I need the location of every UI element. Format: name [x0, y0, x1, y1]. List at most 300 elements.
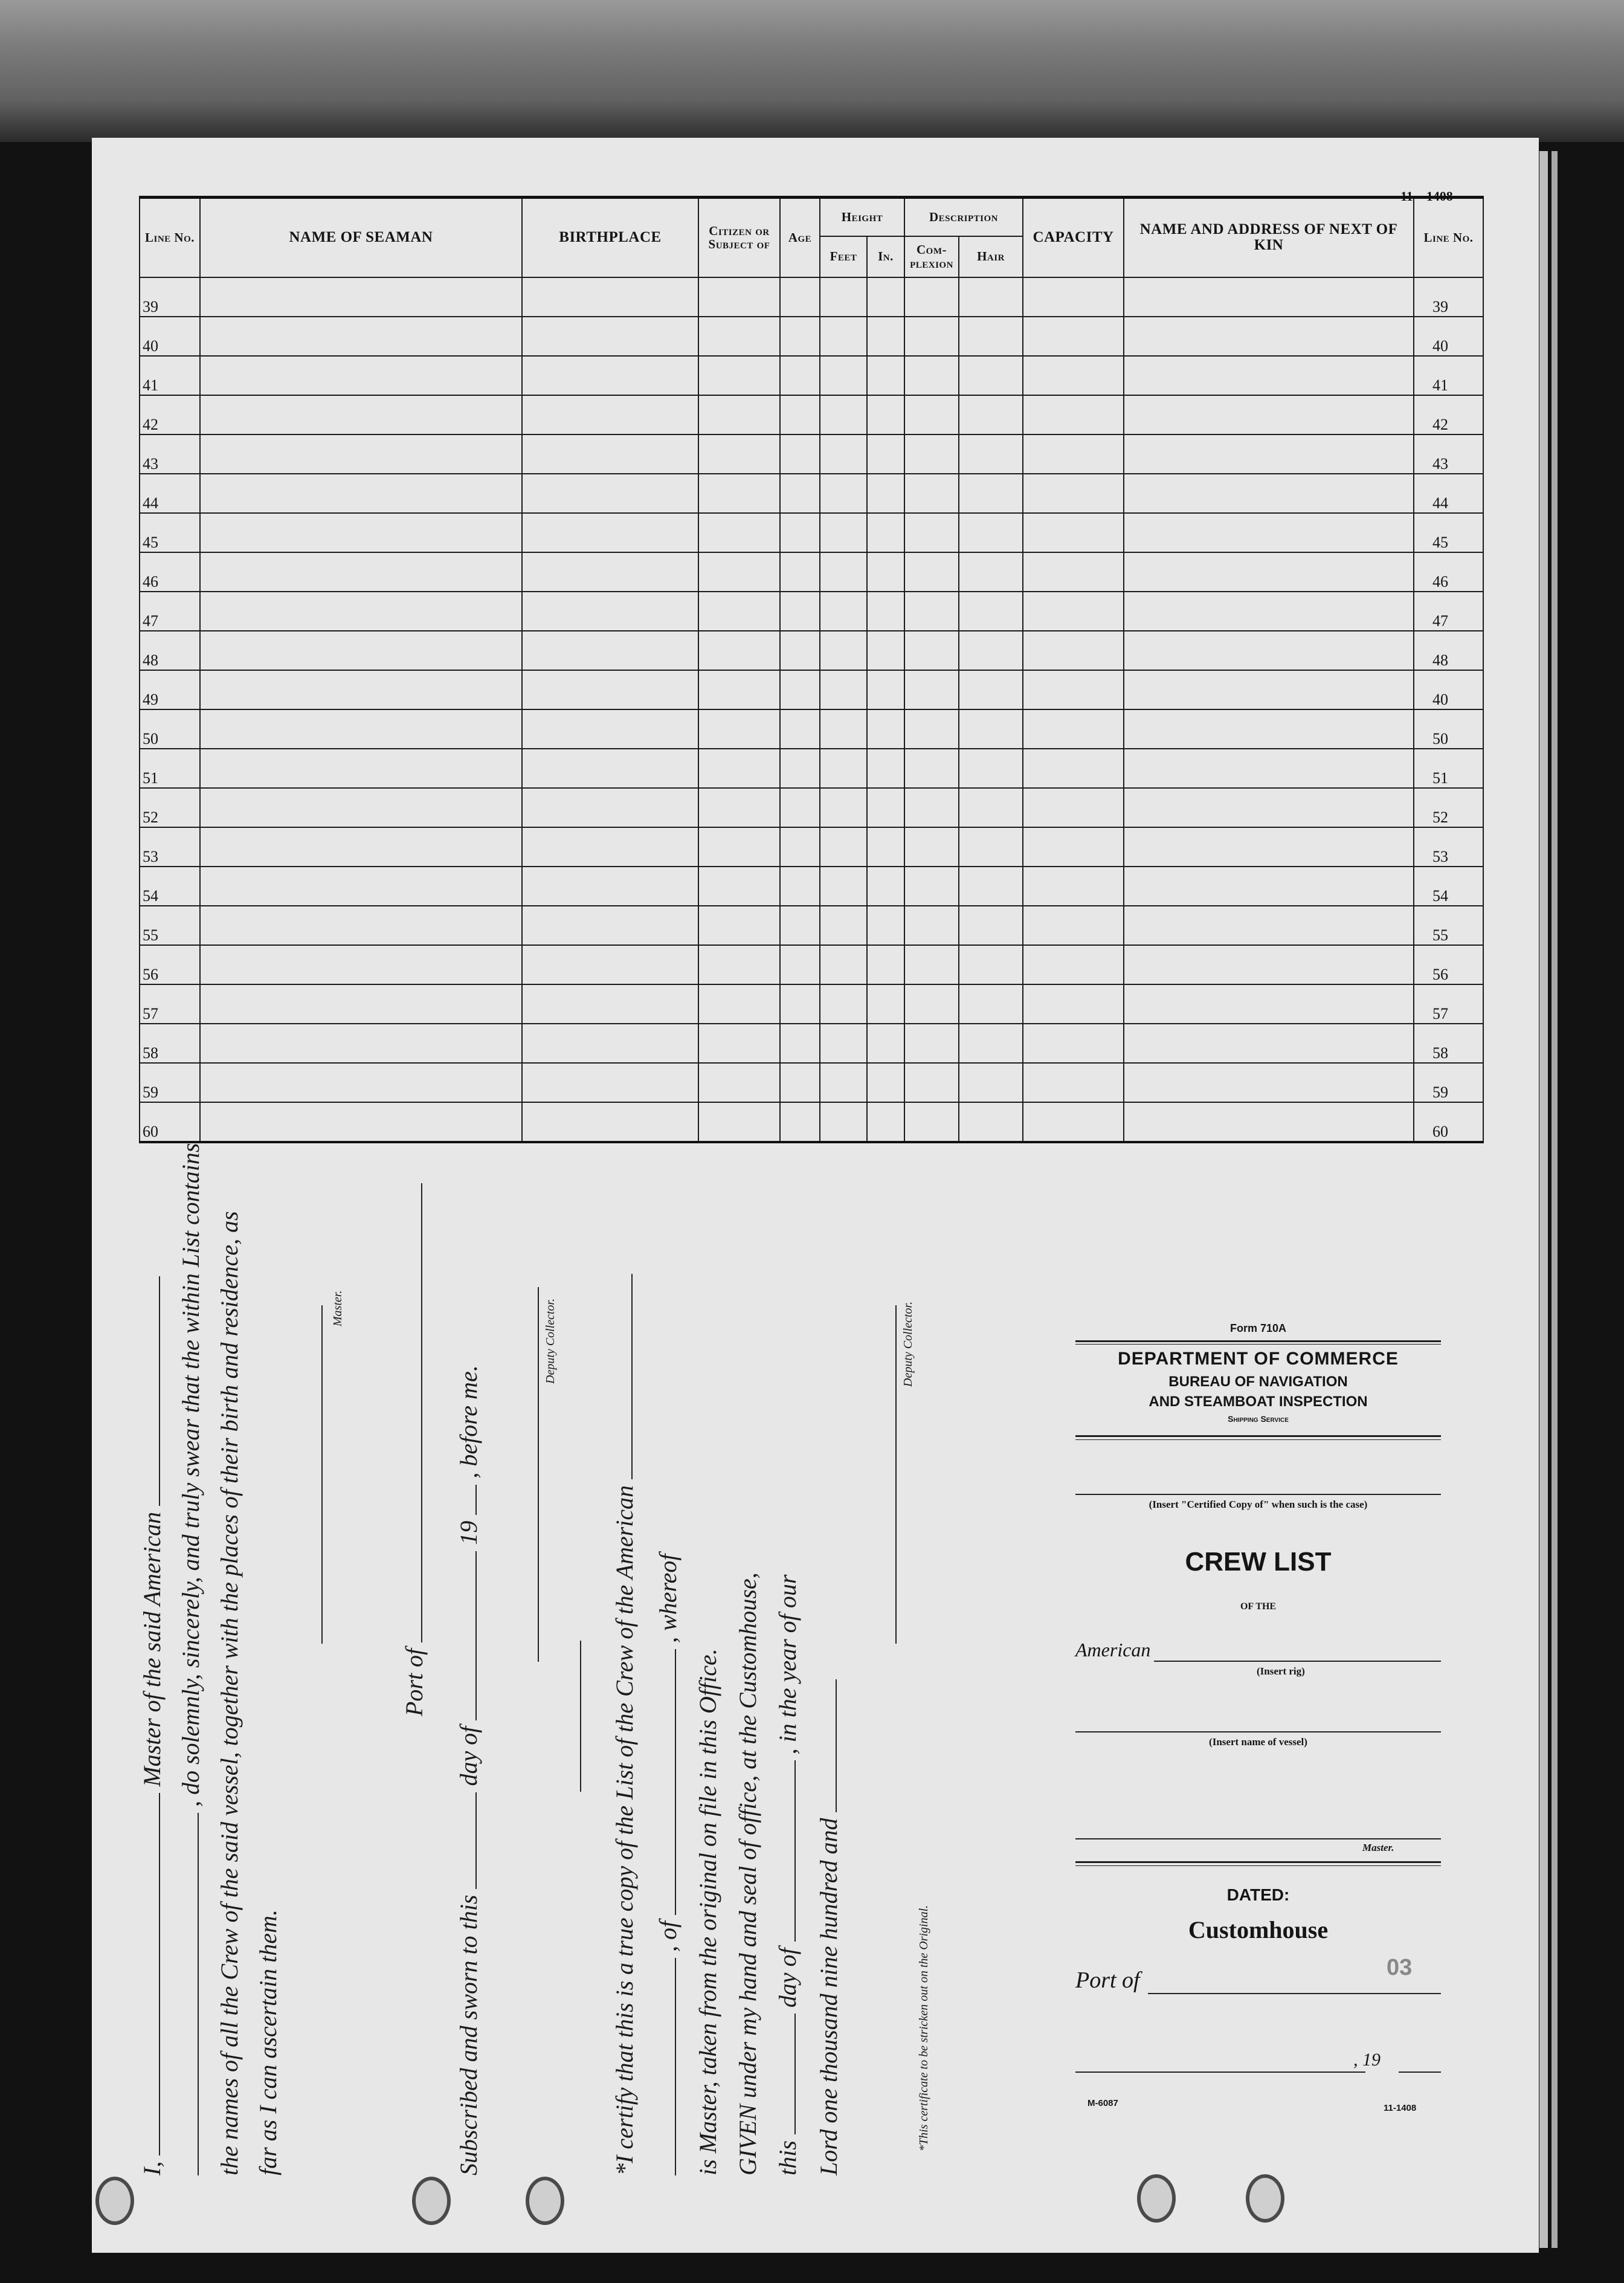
table-cell[interactable] — [867, 788, 904, 827]
table-cell[interactable] — [698, 749, 780, 788]
cover-code-left: M-6087 — [1088, 2098, 1118, 2108]
table-cell[interactable] — [1023, 592, 1124, 631]
table-cell[interactable] — [522, 709, 698, 749]
table-cell[interactable] — [1023, 709, 1124, 749]
table-cell[interactable] — [904, 395, 959, 434]
vessel-name-cover-field[interactable] — [1075, 1731, 1441, 1732]
table-cell[interactable] — [820, 434, 867, 474]
table-cell[interactable] — [200, 513, 522, 552]
table-cell[interactable] — [522, 1063, 698, 1102]
table-cell[interactable] — [820, 395, 867, 434]
vessel-name-field-2[interactable] — [198, 1813, 199, 2175]
table-cell[interactable] — [522, 827, 698, 867]
table-cell[interactable] — [1023, 434, 1124, 474]
table-cell[interactable] — [867, 945, 904, 984]
line-number-right: 44 — [1414, 474, 1483, 513]
table-cell[interactable] — [820, 552, 867, 592]
table-cell[interactable] — [1023, 827, 1124, 867]
line-number-left: 41 — [140, 356, 200, 395]
table-cell[interactable] — [959, 867, 1023, 906]
table-cell[interactable] — [522, 513, 698, 552]
table-cell[interactable] — [698, 277, 780, 317]
line-number-left: 44 — [140, 474, 200, 513]
table-cell[interactable] — [1124, 984, 1414, 1024]
table-cell[interactable] — [820, 749, 867, 788]
table-cell[interactable] — [780, 867, 820, 906]
table-cell[interactable] — [1124, 749, 1414, 788]
table-cell[interactable] — [867, 434, 904, 474]
month-field[interactable] — [475, 1551, 477, 1720]
table-cell[interactable] — [200, 1024, 522, 1063]
crew-table — [139, 196, 1484, 1143]
table-cell[interactable] — [780, 592, 820, 631]
table-cell[interactable] — [904, 474, 959, 513]
table-cell[interactable] — [698, 395, 780, 434]
table-cell[interactable] — [522, 631, 698, 670]
table-cell[interactable] — [200, 1063, 522, 1102]
table-cell[interactable] — [904, 827, 959, 867]
line-number-right: 48 — [1414, 631, 1483, 670]
table-cell[interactable] — [867, 474, 904, 513]
table-cell[interactable] — [904, 1063, 959, 1102]
oath-line-4: far as I can ascertain them. — [254, 1910, 282, 2175]
table-cell[interactable] — [904, 867, 959, 906]
table-cell[interactable] — [1124, 474, 1414, 513]
line-number-right: 56 — [1414, 945, 1483, 984]
certified-copy-field[interactable] — [1075, 1494, 1441, 1495]
table-cell[interactable] — [522, 434, 698, 474]
table-row — [140, 945, 1483, 984]
table-cell[interactable] — [1023, 395, 1124, 434]
table-cell[interactable] — [867, 395, 904, 434]
table-cell[interactable] — [867, 356, 904, 395]
table-cell[interactable] — [698, 474, 780, 513]
deputy-signature-line-1[interactable] — [538, 1287, 539, 1662]
certificate-vessel-field-2[interactable] — [675, 1958, 676, 2175]
table-cell[interactable] — [1124, 395, 1414, 434]
table-cell[interactable] — [1023, 356, 1124, 395]
table-cell[interactable] — [904, 945, 959, 984]
table-cell[interactable] — [959, 552, 1023, 592]
table-cell[interactable] — [698, 513, 780, 552]
table-cell[interactable] — [200, 395, 522, 434]
table-cell[interactable] — [1023, 788, 1124, 827]
table-cell[interactable] — [820, 317, 867, 356]
table-cell[interactable] — [904, 788, 959, 827]
table-cell[interactable] — [959, 670, 1023, 709]
table-cell[interactable] — [780, 631, 820, 670]
table-cell[interactable] — [904, 984, 959, 1024]
table-cell[interactable] — [904, 592, 959, 631]
table-cell[interactable] — [698, 827, 780, 867]
table-cell[interactable] — [780, 356, 820, 395]
table-cell[interactable] — [820, 709, 867, 749]
table-cell[interactable] — [867, 906, 904, 945]
table-cell[interactable] — [904, 317, 959, 356]
film-border-top — [0, 0, 1624, 142]
table-row — [140, 513, 1483, 552]
line-number-left: 54 — [140, 867, 200, 906]
table-cell[interactable] — [698, 709, 780, 749]
deputy-signature-line-1b[interactable] — [580, 1641, 581, 1792]
table-cell[interactable] — [698, 1102, 780, 1142]
table-cell[interactable] — [698, 984, 780, 1024]
line-number-left: 43 — [140, 434, 200, 474]
table-cell[interactable] — [698, 945, 780, 984]
table-cell[interactable] — [780, 552, 820, 592]
table-cell[interactable] — [820, 1102, 867, 1142]
oath-line-2 — [176, 1143, 205, 2175]
table-cell[interactable] — [904, 552, 959, 592]
table-cell[interactable] — [867, 749, 904, 788]
table-cell[interactable] — [959, 984, 1023, 1024]
table-cell[interactable] — [1124, 1063, 1414, 1102]
table-cell[interactable] — [1124, 552, 1414, 592]
table-cell[interactable] — [867, 867, 904, 906]
table-cell[interactable] — [200, 356, 522, 395]
table-cell[interactable] — [1124, 827, 1414, 867]
punch-hole — [95, 2177, 134, 2225]
deputy-signature-line-2[interactable] — [895, 1305, 897, 1644]
table-cell[interactable] — [1124, 513, 1414, 552]
table-cell[interactable] — [1023, 317, 1124, 356]
table-cell[interactable] — [1124, 592, 1414, 631]
table-cell[interactable] — [200, 749, 522, 788]
table-cell[interactable] — [904, 749, 959, 788]
line-number-left: 42 — [140, 395, 200, 434]
table-cell[interactable] — [200, 317, 522, 356]
table-cell[interactable] — [959, 356, 1023, 395]
table-cell[interactable] — [904, 709, 959, 749]
vessel-name-field[interactable] — [159, 1276, 160, 1506]
port-of-field[interactable] — [421, 1183, 422, 1642]
table-cell[interactable] — [959, 1102, 1023, 1142]
table-cell[interactable] — [200, 592, 522, 631]
certificate-port-field[interactable] — [675, 1649, 676, 1915]
certificate-line-1 — [610, 1274, 639, 2175]
table-cell[interactable] — [820, 356, 867, 395]
table-cell[interactable] — [698, 867, 780, 906]
table-cell[interactable] — [820, 827, 867, 867]
table-cell[interactable] — [959, 788, 1023, 827]
header-birthplace: BIRTHPLACE — [522, 198, 698, 277]
certificate-this: this — [774, 2140, 801, 2175]
table-cell[interactable] — [1023, 552, 1124, 592]
table-cell[interactable] — [698, 906, 780, 945]
cover-master-field[interactable] — [1075, 1838, 1441, 1839]
table-cell[interactable] — [1023, 513, 1124, 552]
table-cell[interactable] — [522, 474, 698, 513]
table-cell[interactable] — [780, 788, 820, 827]
certified-copy-note: (Insert "Certified Copy of" when such is the case) — [1149, 1499, 1368, 1510]
table-cell[interactable] — [780, 984, 820, 1024]
table-cell[interactable] — [522, 317, 698, 356]
table-cell[interactable] — [1023, 749, 1124, 788]
certificate-month-field[interactable] — [794, 1760, 796, 1942]
oath-swear: , do solemnly, sincerely, and truly swear that the within List contains — [177, 1143, 204, 1807]
line-number-left: 51 — [140, 749, 200, 788]
table-cell[interactable] — [698, 592, 780, 631]
table-cell[interactable] — [200, 945, 522, 984]
cover-title: CREW LIST — [1185, 1547, 1332, 1577]
cover-port-field[interactable] — [1148, 1993, 1441, 1994]
table-cell[interactable] — [698, 788, 780, 827]
table-row — [140, 788, 1483, 827]
page-edge — [1539, 151, 1548, 2248]
table-cell[interactable] — [1023, 277, 1124, 317]
table-cell[interactable] — [1124, 631, 1414, 670]
certificate-day-of: day of — [774, 1948, 801, 2008]
table-cell[interactable] — [200, 631, 522, 670]
table-cell[interactable] — [698, 670, 780, 709]
table-cell[interactable] — [1023, 1024, 1124, 1063]
table-cell[interactable] — [200, 788, 522, 827]
table-cell[interactable] — [522, 788, 698, 827]
table-cell[interactable] — [698, 317, 780, 356]
table-cell[interactable] — [959, 592, 1023, 631]
certificate-year-field[interactable] — [836, 1679, 837, 1812]
table-cell[interactable] — [1124, 434, 1414, 474]
table-cell[interactable] — [904, 356, 959, 395]
table-cell[interactable] — [780, 395, 820, 434]
table-cell[interactable] — [1023, 906, 1124, 945]
table-row — [140, 827, 1483, 867]
table-cell[interactable] — [780, 827, 820, 867]
table-cell[interactable] — [820, 592, 867, 631]
table-cell[interactable] — [1023, 1063, 1124, 1102]
table-cell[interactable] — [522, 984, 698, 1024]
header-next-of-kin: NAME AND ADDRESS OF NEXT OF KIN — [1124, 198, 1414, 277]
table-cell[interactable] — [1023, 670, 1124, 709]
table-cell[interactable] — [1023, 474, 1124, 513]
table-cell[interactable] — [698, 552, 780, 592]
table-cell[interactable] — [698, 1063, 780, 1102]
header-name-of-seaman: NAME OF SEAMAN — [200, 198, 522, 277]
table-cell[interactable] — [522, 356, 698, 395]
day-of-label: day of — [455, 1726, 482, 1786]
table-cell[interactable] — [904, 1024, 959, 1063]
table-cell[interactable] — [867, 513, 904, 552]
table-cell[interactable] — [522, 552, 698, 592]
table-cell[interactable] — [820, 906, 867, 945]
table-cell[interactable] — [780, 513, 820, 552]
line-number-right: 43 — [1414, 434, 1483, 474]
table-cell[interactable] — [820, 984, 867, 1024]
table-cell[interactable] — [959, 513, 1023, 552]
table-row — [140, 395, 1483, 434]
table-cell[interactable] — [867, 592, 904, 631]
table-cell[interactable] — [698, 1024, 780, 1063]
table-cell[interactable] — [522, 1024, 698, 1063]
table-cell[interactable] — [820, 277, 867, 317]
port-of-label: Port of — [401, 1648, 428, 1716]
table-cell[interactable] — [780, 434, 820, 474]
table-cell[interactable] — [780, 670, 820, 709]
table-cell[interactable] — [1023, 631, 1124, 670]
table-cell[interactable] — [1124, 356, 1414, 395]
table-cell[interactable] — [959, 317, 1023, 356]
table-cell[interactable] — [200, 1102, 522, 1142]
table-cell[interactable] — [522, 906, 698, 945]
crew-table-body — [140, 277, 1483, 1142]
header-line-no-right: Line No. — [1414, 198, 1483, 277]
line-number-right: 57 — [1414, 984, 1483, 1024]
table-cell[interactable] — [780, 709, 820, 749]
rule — [1075, 1439, 1441, 1440]
table-cell[interactable] — [1124, 277, 1414, 317]
cover-form-number: Form 710A — [1229, 1322, 1287, 1334]
table-cell[interactable] — [904, 1102, 959, 1142]
table-cell[interactable] — [522, 945, 698, 984]
table-cell[interactable] — [820, 1063, 867, 1102]
table-cell[interactable] — [780, 906, 820, 945]
table-cell[interactable] — [522, 670, 698, 709]
table-cell[interactable] — [200, 670, 522, 709]
table-cell[interactable] — [867, 631, 904, 670]
table-cell[interactable] — [522, 277, 698, 317]
table-cell[interactable] — [867, 552, 904, 592]
year-field[interactable] — [475, 1485, 477, 1515]
table-cell[interactable] — [698, 631, 780, 670]
year-prefix-label: 19 — [455, 1520, 482, 1545]
table-row — [140, 474, 1483, 513]
table-cell[interactable] — [780, 1102, 820, 1142]
table-cell[interactable] — [820, 945, 867, 984]
master-signature-line[interactable] — [321, 1305, 323, 1644]
certificate-line-5 — [773, 1575, 802, 2175]
table-cell[interactable] — [904, 906, 959, 945]
table-cell[interactable] — [1023, 1102, 1124, 1142]
day-field[interactable] — [475, 1792, 477, 1889]
line-number-right: 53 — [1414, 827, 1483, 867]
table-cell[interactable] — [867, 277, 904, 317]
table-cell[interactable] — [522, 749, 698, 788]
table-cell[interactable] — [200, 552, 522, 592]
table-cell[interactable] — [959, 474, 1023, 513]
deputy-collector-label-1: Deputy Collector. — [544, 1298, 557, 1384]
table-cell[interactable] — [780, 749, 820, 788]
table-cell[interactable] — [780, 945, 820, 984]
table-cell[interactable] — [1124, 945, 1414, 984]
table-row — [140, 434, 1483, 474]
table-cell[interactable] — [522, 592, 698, 631]
table-cell[interactable] — [959, 827, 1023, 867]
table-cell[interactable] — [1124, 1102, 1414, 1142]
cover-date-field[interactable] — [1075, 2071, 1365, 2073]
table-cell[interactable] — [820, 474, 867, 513]
table-cell[interactable] — [820, 1024, 867, 1063]
rule — [1075, 1340, 1441, 1342]
table-cell[interactable] — [959, 277, 1023, 317]
table-cell[interactable] — [867, 827, 904, 867]
table-cell[interactable] — [698, 356, 780, 395]
table-cell[interactable] — [200, 709, 522, 749]
table-cell[interactable] — [959, 1063, 1023, 1102]
table-cell[interactable] — [820, 670, 867, 709]
table-cell[interactable] — [867, 1063, 904, 1102]
table-cell[interactable] — [1124, 1024, 1414, 1063]
table-cell[interactable] — [867, 317, 904, 356]
table-cell[interactable] — [780, 1063, 820, 1102]
table-cell[interactable] — [820, 513, 867, 552]
table-cell[interactable] — [959, 945, 1023, 984]
table-cell[interactable] — [904, 434, 959, 474]
table-cell[interactable] — [1023, 867, 1124, 906]
table-cell[interactable] — [1124, 906, 1414, 945]
table-cell[interactable] — [1124, 867, 1414, 906]
table-cell[interactable] — [867, 709, 904, 749]
table-cell[interactable] — [820, 631, 867, 670]
table-cell[interactable] — [1124, 317, 1414, 356]
table-cell[interactable] — [959, 1024, 1023, 1063]
table-cell[interactable] — [200, 277, 522, 317]
table-cell[interactable] — [867, 1024, 904, 1063]
table-cell[interactable] — [200, 434, 522, 474]
table-cell[interactable] — [522, 395, 698, 434]
table-cell[interactable] — [1124, 709, 1414, 749]
rig-field[interactable] — [1154, 1661, 1441, 1662]
punch-hole — [412, 2177, 451, 2225]
table-cell[interactable] — [200, 984, 522, 1024]
line-number-right: 55 — [1414, 906, 1483, 945]
table-cell[interactable] — [200, 867, 522, 906]
table-cell[interactable] — [867, 670, 904, 709]
header-line-no: Line No. — [140, 198, 200, 277]
table-cell[interactable] — [780, 317, 820, 356]
table-cell[interactable] — [1023, 945, 1124, 984]
table-cell[interactable] — [780, 277, 820, 317]
table-cell[interactable] — [959, 395, 1023, 434]
line-number-right: 58 — [1414, 1024, 1483, 1063]
table-cell[interactable] — [780, 1024, 820, 1063]
line-number-left: 49 — [140, 670, 200, 709]
table-cell[interactable] — [904, 277, 959, 317]
table-cell[interactable] — [904, 513, 959, 552]
line-number-right: 50 — [1414, 709, 1483, 749]
table-cell[interactable] — [959, 434, 1023, 474]
table-cell[interactable] — [780, 474, 820, 513]
certificate-line-3: is Master, taken from the original on file in this Office. — [694, 1648, 721, 2175]
table-cell[interactable] — [1124, 670, 1414, 709]
table-cell[interactable] — [522, 867, 698, 906]
table-cell[interactable] — [904, 631, 959, 670]
cover-year-field[interactable] — [1399, 2071, 1441, 2073]
cover-department: DEPARTMENT OF COMMERCE — [1118, 1349, 1399, 1369]
table-cell[interactable] — [959, 906, 1023, 945]
master-label: Master. — [331, 1290, 344, 1326]
table-cell[interactable] — [959, 749, 1023, 788]
table-row — [140, 277, 1483, 317]
table-cell[interactable] — [1023, 984, 1124, 1024]
certificate-vessel-field[interactable] — [631, 1274, 633, 1479]
table-cell[interactable] — [959, 709, 1023, 749]
table-cell[interactable] — [1124, 788, 1414, 827]
certificate-day-field[interactable] — [794, 2013, 796, 2134]
oath-line-1 — [138, 1276, 166, 2175]
table-cell[interactable] — [698, 434, 780, 474]
table-cell[interactable] — [200, 474, 522, 513]
table-cell[interactable] — [820, 788, 867, 827]
table-cell[interactable] — [904, 670, 959, 709]
table-cell[interactable] — [522, 1102, 698, 1142]
table-cell[interactable] — [867, 1102, 904, 1142]
table-cell[interactable] — [959, 631, 1023, 670]
table-cell[interactable] — [200, 906, 522, 945]
table-cell[interactable] — [820, 867, 867, 906]
table-cell[interactable] — [867, 984, 904, 1024]
master-name-field[interactable] — [159, 1793, 160, 2155]
table-cell[interactable] — [200, 827, 522, 867]
